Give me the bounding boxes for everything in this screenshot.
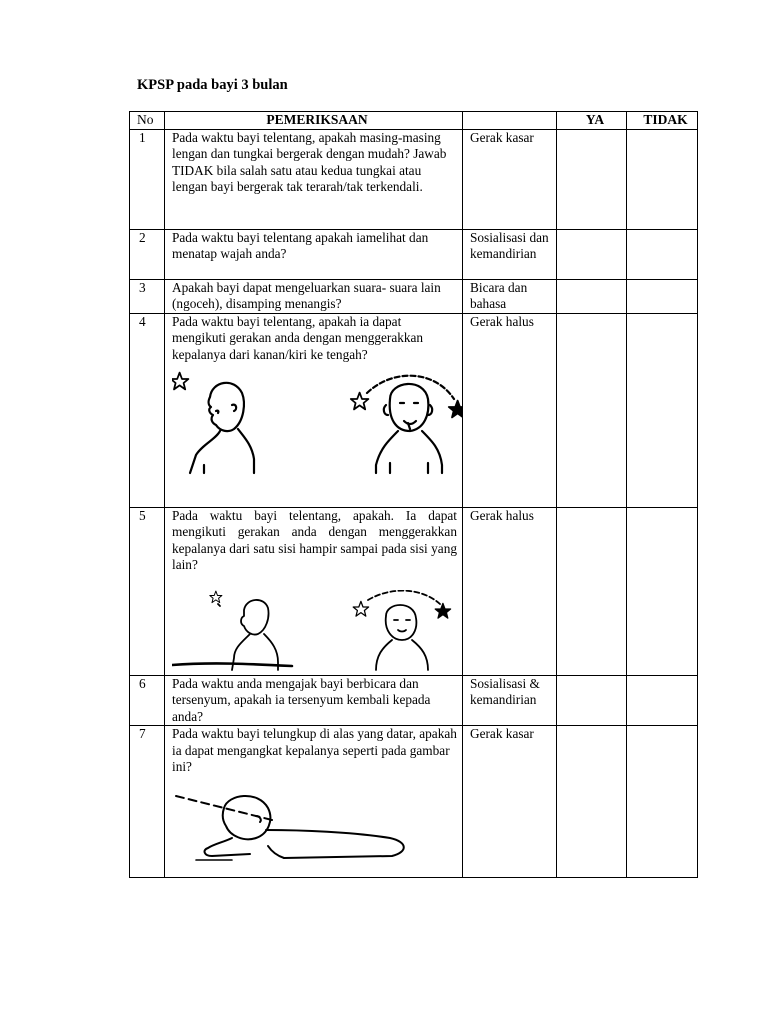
star-icon — [351, 393, 369, 410]
answer-tidak-cell[interactable] — [627, 279, 698, 313]
table-row — [130, 507, 698, 675]
header-pemeriksaan: PEMERIKSAAN — [165, 112, 463, 130]
question-cell — [165, 129, 463, 229]
star-icon — [172, 373, 188, 390]
answer-ya-cell[interactable] — [557, 675, 627, 726]
category-cell: Gerak halus — [463, 313, 557, 507]
answer-ya-cell[interactable] — [557, 726, 627, 878]
answer-tidak-cell[interactable] — [627, 726, 698, 878]
category-cell: Sosialisasi & kemandirian — [463, 675, 557, 726]
table-row — [130, 675, 698, 726]
table-row — [130, 129, 698, 229]
question-text: Apakah bayi dapat mengeluarkan suara- suara lain (ngoceh), disamping menangis? — [172, 279, 441, 311]
row-number: 7 — [130, 726, 165, 878]
question-text: Pada waktu bayi telentang, apakah. Ia dapat mengikuti gerakan anda dengan menggerakkan kepalanya dari satu sisi hampir sampai pada sisi yang lain? — [172, 507, 457, 572]
answer-ya-cell[interactable] — [557, 129, 627, 229]
table-row — [130, 313, 698, 507]
answer-ya-cell[interactable] — [557, 279, 627, 313]
category-cell: Bicara dan bahasa — [463, 279, 557, 313]
header-no: No — [130, 112, 165, 130]
category-cell: Gerak kasar — [463, 726, 557, 878]
question-text: Pada waktu bayi telentang, apakah ia dapat mengikuti gerakan anda dengan menggerakkan kepalanya dari kanan/kiri ke tengah? — [172, 313, 424, 362]
kpsp-table — [129, 111, 698, 878]
question-cell — [165, 313, 463, 507]
star-icon — [449, 401, 462, 418]
answer-tidak-cell[interactable] — [627, 675, 698, 726]
question-cell — [165, 675, 463, 726]
table-row — [130, 279, 698, 313]
row-number: 6 — [130, 675, 165, 726]
question-cell — [165, 507, 463, 675]
table-row — [130, 726, 698, 878]
row-number: 4 — [130, 313, 165, 507]
category-cell: Gerak kasar — [463, 129, 557, 229]
row-number: 3 — [130, 279, 165, 313]
answer-ya-cell[interactable] — [557, 313, 627, 507]
table-header-row — [130, 112, 698, 130]
table-row — [130, 229, 698, 279]
star-icon — [210, 591, 222, 603]
question-text: Pada waktu bayi telentang, apakah masing-masing lengan dan tungkai bergerak dengan mudah? Jawab TIDAK bila salah satu atau kedua tungkai atau lengan bayi bergerak tak terarah/tak terkendali. — [172, 129, 447, 194]
question-text: Pada waktu anda mengajak bayi berbicara dan tersenyum, apakah ia tersenyum kembali kepada anda? — [172, 675, 431, 724]
question-cell — [165, 279, 463, 313]
answer-tidak-cell[interactable] — [627, 313, 698, 507]
question-text: Pada waktu bayi telungkup di alas yang datar, apakah ia dapat mengangkat kepalanya seperti pada gambar ini? — [172, 726, 457, 774]
head-turn-illustration — [172, 369, 457, 477]
question-cell — [165, 726, 463, 878]
answer-ya-cell[interactable] — [557, 507, 627, 675]
head-follow-illustration — [172, 590, 457, 672]
answer-tidak-cell[interactable] — [627, 507, 698, 675]
star-icon — [435, 603, 450, 618]
question-cell — [165, 229, 463, 279]
answer-ya-cell[interactable] — [557, 229, 627, 279]
category-cell: Gerak halus — [463, 507, 557, 675]
header-category — [463, 112, 557, 130]
answer-tidak-cell[interactable] — [627, 229, 698, 279]
prone-head-lift-illustration — [172, 786, 457, 866]
header-ya: YA — [557, 112, 627, 130]
page-title: KPSP pada bayi 3 bulan — [137, 77, 288, 93]
row-number: 5 — [130, 507, 165, 675]
row-number: 2 — [130, 229, 165, 279]
header-tidak: TIDAK — [627, 112, 698, 130]
row-number: 1 — [130, 129, 165, 229]
question-text: Pada waktu bayi telentang apakah iamelihat dan menatap wajah anda? — [172, 229, 429, 261]
answer-tidak-cell[interactable] — [627, 129, 698, 229]
category-cell: Sosialisasi dan kemandirian — [463, 229, 557, 279]
star-icon — [353, 601, 368, 616]
